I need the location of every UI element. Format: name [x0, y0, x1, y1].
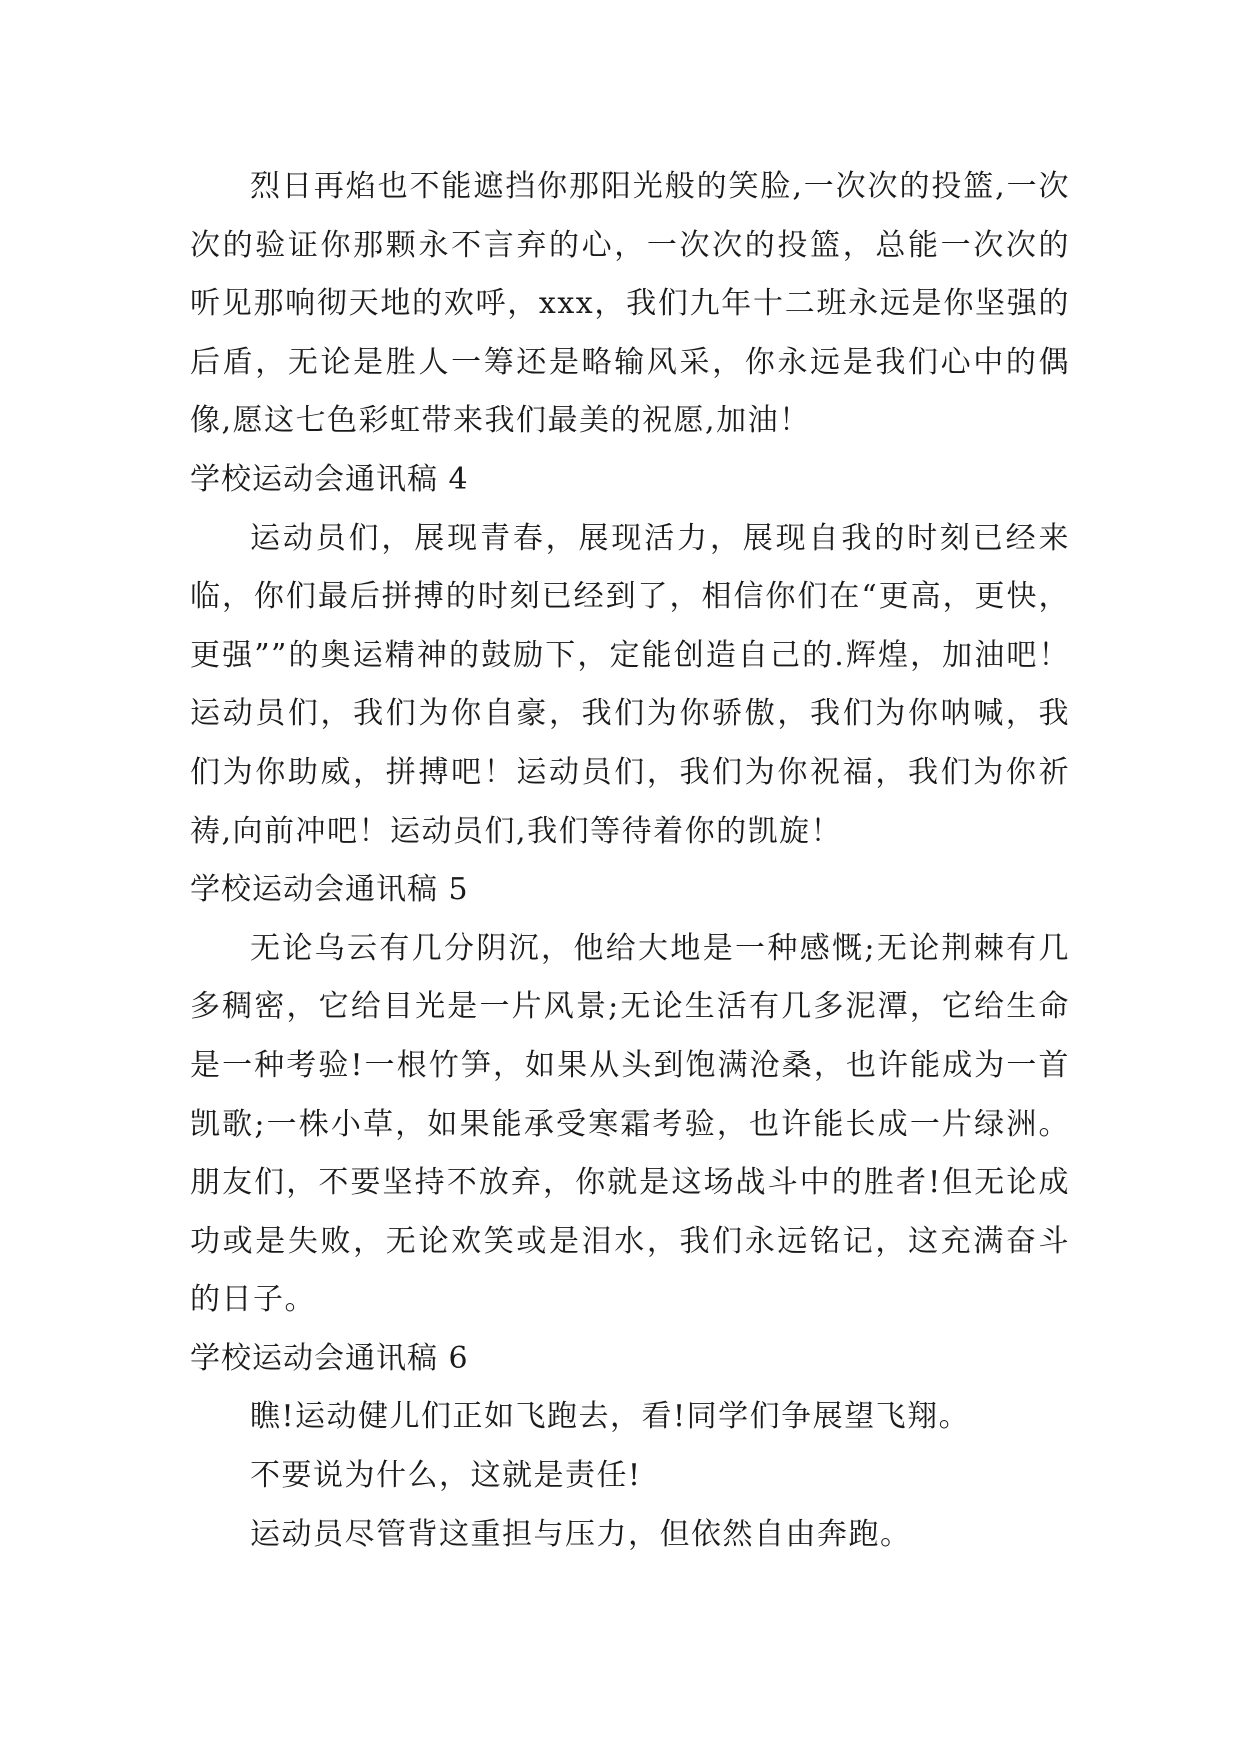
line-responsibility: 不要说为什么，这就是责任!	[250, 1458, 642, 1494]
paragraph-cheer-basketball: 烈日再焰也不能遮挡你那阳光般的笑脸,一次次的投篮,一次次的验证你那颗永不言弃的心，一次次的投篮，总能一次次的听见那响彻天地的欢呼，xxx，我们九年十二班永远是你坚强的后盾，无论是胜人一筹还是略输风采，你永远是我们心中的偶像,愿这七色彩虹带来我们最美的祝愿,加油！	[190, 169, 1070, 439]
document-body	[190, 158, 1070, 1564]
section-heading-4: 学校运动会通讯稿 4	[190, 461, 469, 497]
paragraph-cheer-perseverance: 无论乌云有几分阴沉，他给大地是一种感慨;无论荆棘有几多稠密，它给目光是一片风景;无论生活有几多泥潭，它给生命是一种考验!一根竹笋，如果从头到饱满沧桑，也许能成为一首凯歌;一株小草，如果能承受寒霜考验，也许能长成一片绿洲。朋友们，不要坚持不放弃，你就是这场战斗中的胜者!但无论成功或是失败，无论欢笑或是泪水，我们永远铭记，这充满奋斗的日子。	[190, 930, 1070, 1318]
line-look-athletes: 瞧!运动健儿们正如飞跑去，看!同学们争展望飞翔。	[250, 1399, 971, 1435]
section-heading-6: 学校运动会通讯稿 6	[190, 1340, 469, 1376]
paragraph-cheer-athletes: 运动员们，展现青春，展现活力，展现自我的时刻已经来临，你们最后拼搏的时刻已经到了，相信你们在“更高，更快，更强””的奥运精神的鼓励下，定能创造自己的.辉煌，加油吧！运动员们，我们为你自豪，我们为你骄傲，我们为你呐喊，我们为你助威，拼搏吧！运动员们，我们为你祝福，我们为你祈祷,向前冲吧！运动员们,我们等待着你的凯旋！	[190, 520, 1070, 849]
line-free-running: 运动员尽管背这重担与压力，但依然自由奔跑。	[250, 1516, 912, 1552]
section-heading-5: 学校运动会通讯稿 5	[190, 872, 469, 908]
